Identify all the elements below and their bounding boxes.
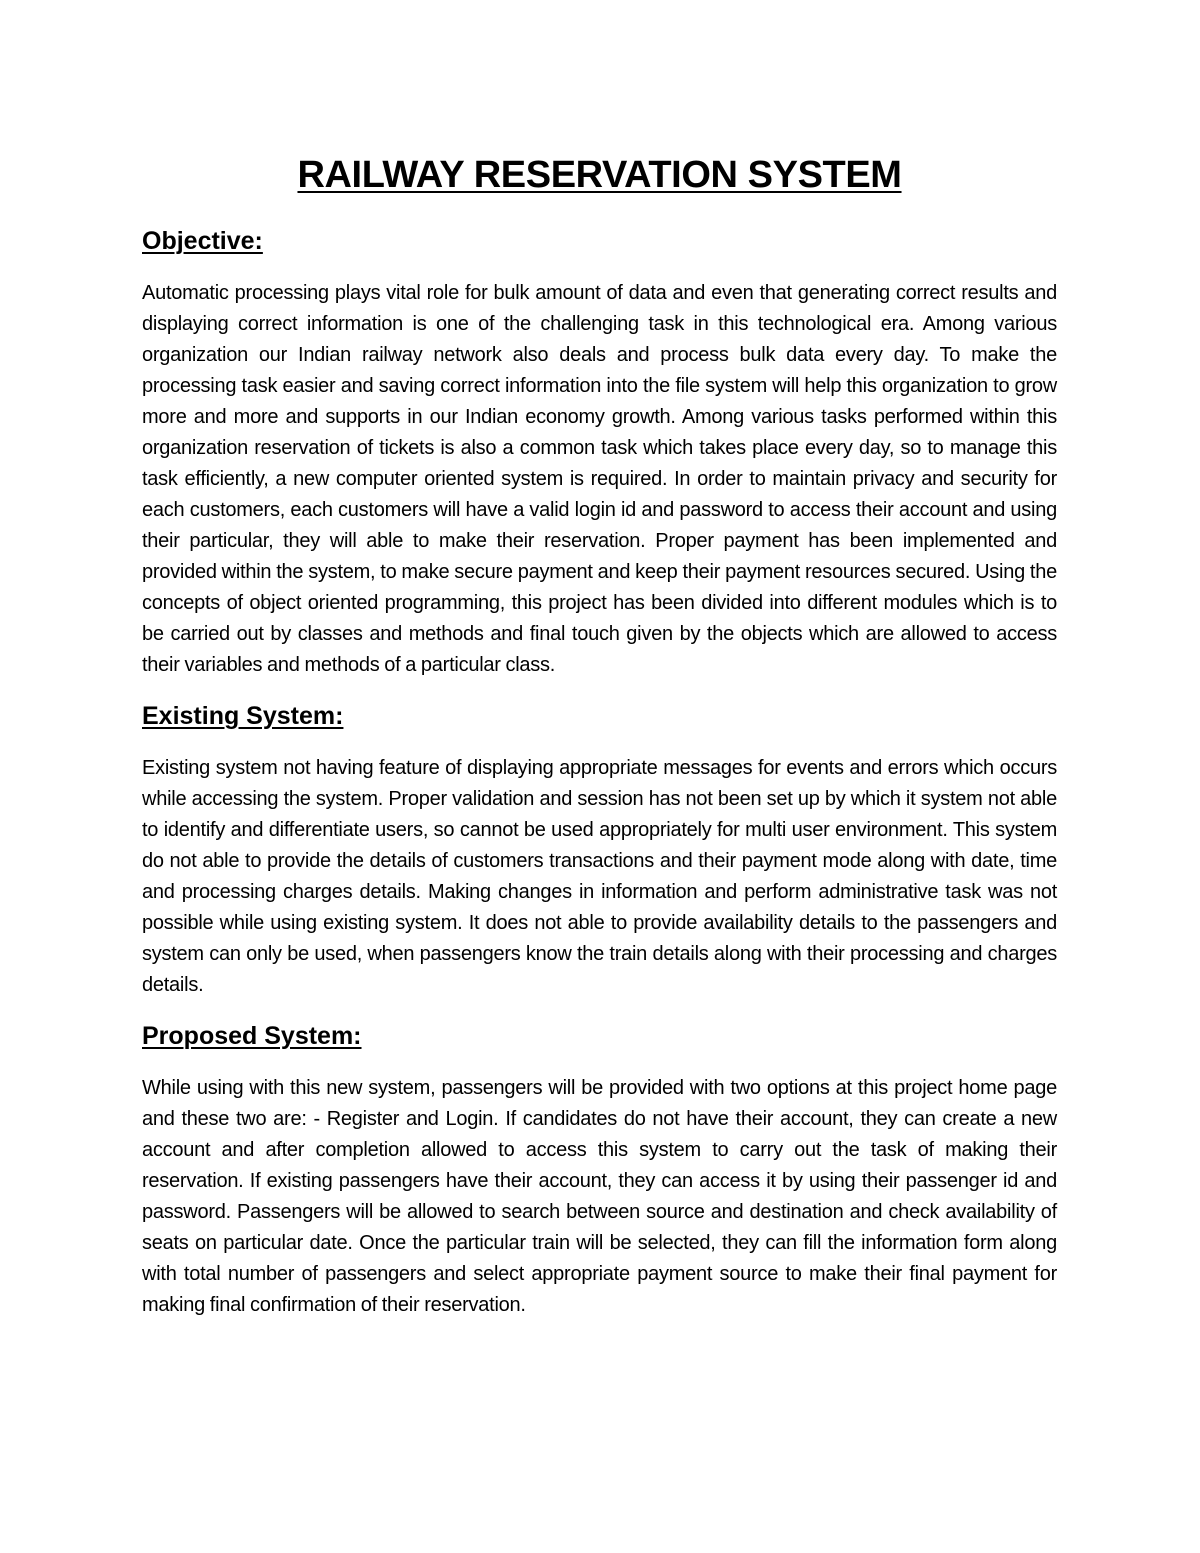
section-heading-existing-system: Existing System:: [142, 702, 344, 730]
section-heading-proposed-system: Proposed System:: [142, 1022, 362, 1050]
section-body-existing-system: Existing system not having feature of displaying appropriate messages for events and errors which occurs while accessing the system. Proper validation and session has not been set up by which it system not able to identify and differentiate users, so cannot be used appropriately for multi user environment. This system do not able to provide the details of customers transactions and their payment mode along with date, time and processing charges details. Making changes in information and perform administrative task was not possible while using existing system. It does not able to provide availability details to the passengers and system can only be used, when passengers know the train details along with their processing and charges details.: [142, 757, 1057, 996]
section-body-objective: Automatic processing plays vital role for bulk amount of data and even that generating correct results and displaying correct information is one of the challenging task in this technological era. Among various organization our Indian railway network also deals and process bulk data every day. To make the processing task easier and saving correct information into the file system will help this organization to grow more and more and supports in our Indian economy growth. Among various tasks performed within this organization reservation of tickets is also a common task which takes place every day, so to manage this task efficiently, a new computer oriented system is required. In order to maintain privacy and security for each customers, each customers will have a valid login id and password to access their account and using their particular, they will able to make their reservation. Proper payment has been implemented and provided within the system, to make secure payment and keep their payment resources secured. Using the concepts of object oriented programming, this project has been divided into different modules which is to be carried out by classes and methods and final touch given by the objects which are allowed to access their variables and methods of a particular class.: [142, 282, 1057, 676]
section-proposed-system: [142, 1019, 1057, 1321]
section-body-proposed-system: While using with this new system, passengers will be provided with two options at this project home page and these two are: - Register and Login. If candidates do not have their account, they can create a new account and after completion allowed to access this system to carry out the task of making their reservation. If existing passengers have their account, they can access it by using their passenger id and password. Passengers will be allowed to search between source and destination and check availability of seats on particular date. Once the particular train will be selected, they can fill the information form along with total number of passengers and select appropriate payment source to make their final payment for making final confirmation of their reservation.: [142, 1077, 1057, 1316]
document-title: RAILWAY RESERVATION SYSTEM: [297, 154, 902, 196]
document-body: [142, 150, 1057, 1321]
section-heading-objective: Objective:: [142, 227, 263, 255]
section-existing-system: [142, 699, 1057, 1001]
section-objective: [142, 224, 1057, 681]
